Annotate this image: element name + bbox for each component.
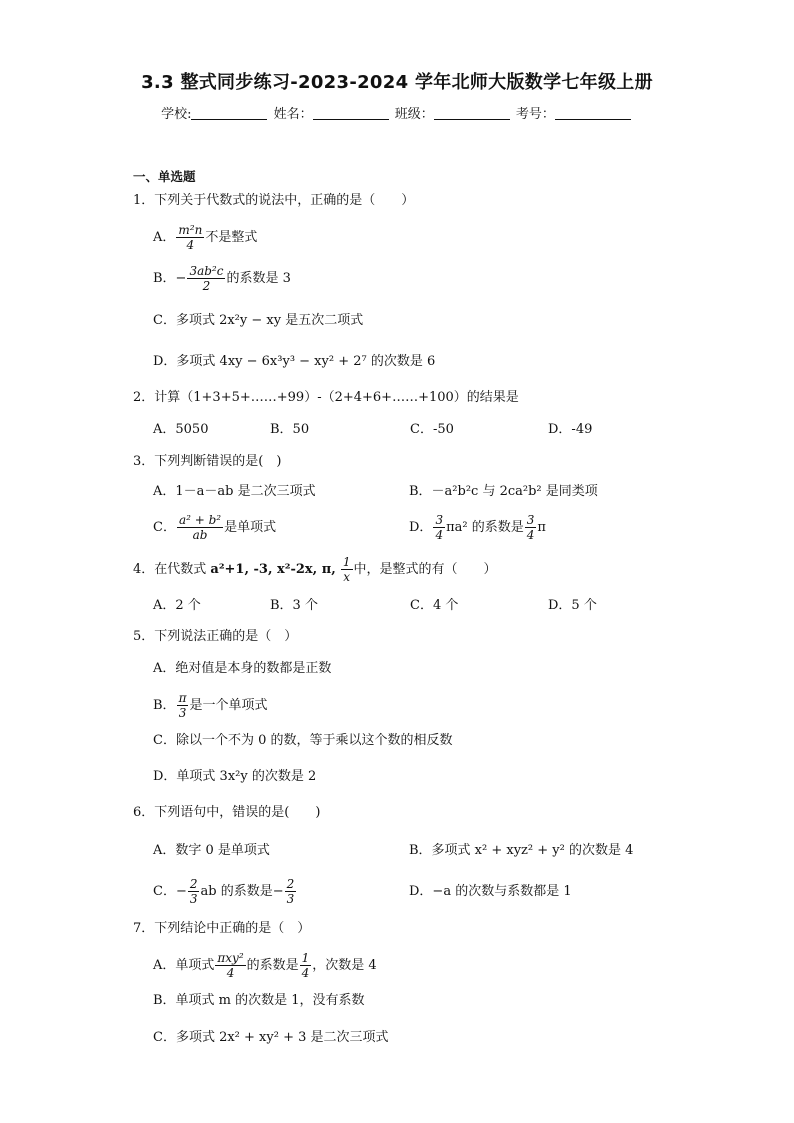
option-text: 不是整式	[205, 230, 258, 245]
denominator: x	[343, 570, 351, 584]
fraction	[285, 877, 297, 906]
fraction	[177, 691, 189, 720]
fraction	[215, 951, 245, 980]
name-label: 姓名：	[273, 107, 313, 122]
student-info-row	[0, 103, 794, 122]
option-text: 的系数是 3	[226, 271, 291, 286]
question-4-option-c[interactable]: C．4 个	[410, 598, 459, 613]
question-3-stem: 3．下列判断错误的是( )	[133, 454, 282, 469]
numerator: 1	[301, 951, 310, 965]
option-prefix: C．	[153, 520, 176, 535]
fraction	[176, 223, 204, 252]
numerator: 2	[286, 877, 295, 891]
name-blank[interactable]	[313, 107, 389, 120]
question-3-option-b[interactable]: B．－a²b²c 与 2ca²b² 是同类项	[409, 484, 598, 499]
option-text: 是一个单项式	[189, 698, 268, 713]
denominator: 3	[189, 892, 198, 906]
denominator: 2	[202, 279, 211, 293]
question-1-stem: 1．下列关于代数式的说法中，正确的是（ ）	[133, 193, 415, 208]
denominator: 4	[226, 966, 235, 980]
fraction	[187, 264, 225, 293]
stem-terms: a²+1, -3, x²-2x, π,	[210, 562, 336, 577]
fraction	[433, 513, 445, 542]
fraction	[525, 513, 537, 542]
numerator: 3ab²c	[189, 264, 224, 278]
denominator: ab	[192, 528, 208, 542]
question-4-option-b[interactable]: B．3 个	[270, 598, 318, 613]
section-heading: 一、单选题	[133, 169, 196, 184]
question-6-stem: 6．下列语句中，错误的是( )	[133, 805, 321, 820]
stem-text: 4．在代数式	[133, 562, 211, 577]
question-4-option-d[interactable]: D．5 个	[548, 598, 597, 613]
school-label: 学校:	[161, 107, 192, 122]
question-1-option-c[interactable]: C．多项式 2x²y − xy 是五次二项式	[153, 313, 364, 328]
question-7-stem: 7．下列结论中正确的是（ ）	[133, 921, 311, 936]
question-6-option-b[interactable]: B．多项式 x² + xyz² + y² 的次数是 4	[409, 843, 634, 858]
option-text: π	[537, 520, 546, 535]
question-7-option-c[interactable]: C．多项式 2x² + xy² + 3 是二次三项式	[153, 1030, 389, 1045]
question-6-option-a[interactable]: A．数字 0 是单项式	[153, 843, 270, 858]
denominator: 4	[435, 528, 444, 542]
question-2-stem: 2．计算（1+3+5+……+99）-（2+4+6+……+100）的结果是	[133, 390, 519, 405]
class-label: 班级：	[394, 107, 434, 122]
option-text: ，次数是 4	[312, 958, 377, 973]
numerator: 2	[189, 877, 198, 891]
fraction	[177, 513, 223, 542]
option-prefix: D．	[409, 520, 433, 535]
option-text: ab 的系数是−	[200, 884, 284, 899]
question-5-option-c[interactable]: C．除以一个不为 0 的数，等于乘以这个数的相反数	[153, 733, 453, 748]
numerator: a² + b²	[178, 513, 222, 527]
question-1-option-a[interactable]	[153, 222, 257, 254]
question-4-stem	[133, 554, 497, 586]
question-1-option-b[interactable]	[153, 263, 291, 295]
question-5-stem: 5．下列说法正确的是（ ）	[133, 629, 298, 644]
option-prefix: C．−	[153, 884, 187, 899]
number-label: 考号：	[515, 107, 555, 122]
question-3-option-c[interactable]	[153, 512, 276, 544]
denominator: 4	[301, 966, 310, 980]
question-1-option-d[interactable]: D．多项式 4xy − 6x³y³ − xy² + 2⁷ 的次数是 6	[153, 354, 436, 369]
denominator: 3	[286, 892, 295, 906]
denominator: 4	[186, 238, 195, 252]
option-prefix: B．−	[153, 271, 187, 286]
numerator: m²n	[178, 223, 203, 237]
number-blank[interactable]	[555, 107, 631, 120]
numerator: π	[178, 691, 187, 705]
question-2-option-a[interactable]: A．5050	[153, 422, 209, 437]
numerator: 3	[526, 513, 535, 527]
option-prefix: A．	[153, 230, 176, 245]
stem-text: 中，是整式的有（ ）	[353, 562, 497, 577]
fraction	[300, 951, 312, 980]
question-2-option-d[interactable]: D．-49	[548, 422, 593, 437]
option-text: 是单项式	[224, 520, 277, 535]
option-text: πa² 的系数是	[446, 520, 524, 535]
question-2-option-c[interactable]: C．-50	[410, 422, 454, 437]
fraction	[188, 877, 200, 906]
fraction	[341, 555, 353, 584]
denominator: 3	[178, 706, 187, 720]
school-blank[interactable]	[191, 107, 267, 120]
option-prefix: B．	[153, 698, 176, 713]
question-5-option-d[interactable]: D．单项式 3x²y 的次数是 2	[153, 769, 317, 784]
question-6-option-d[interactable]: D．−a 的次数与系数都是 1	[409, 884, 572, 899]
question-5-option-b[interactable]	[153, 690, 267, 722]
numerator: 3	[435, 513, 444, 527]
option-text: 的系数是	[246, 958, 299, 973]
question-7-option-a[interactable]	[153, 950, 377, 982]
numerator: πxy²	[217, 951, 244, 965]
page-title: 3.3 整式同步练习-2023-2024 学年北师大版数学七年级上册	[141, 72, 653, 93]
question-7-option-b[interactable]: B．单项式 m 的次数是 1，没有系数	[153, 993, 365, 1008]
question-3-option-a[interactable]: A．1－a－ab 是二次三项式	[153, 484, 316, 499]
question-6-option-c[interactable]	[153, 876, 297, 908]
class-blank[interactable]	[434, 107, 510, 120]
question-5-option-a[interactable]: A．绝对值是本身的数都是正数	[153, 661, 332, 676]
denominator: 4	[526, 528, 535, 542]
numerator: 1	[342, 555, 351, 569]
question-2-option-b[interactable]: B．50	[270, 422, 310, 437]
option-prefix: A．单项式	[153, 958, 215, 973]
question-3-option-d[interactable]	[409, 512, 546, 544]
question-4-option-a[interactable]: A．2 个	[153, 598, 201, 613]
